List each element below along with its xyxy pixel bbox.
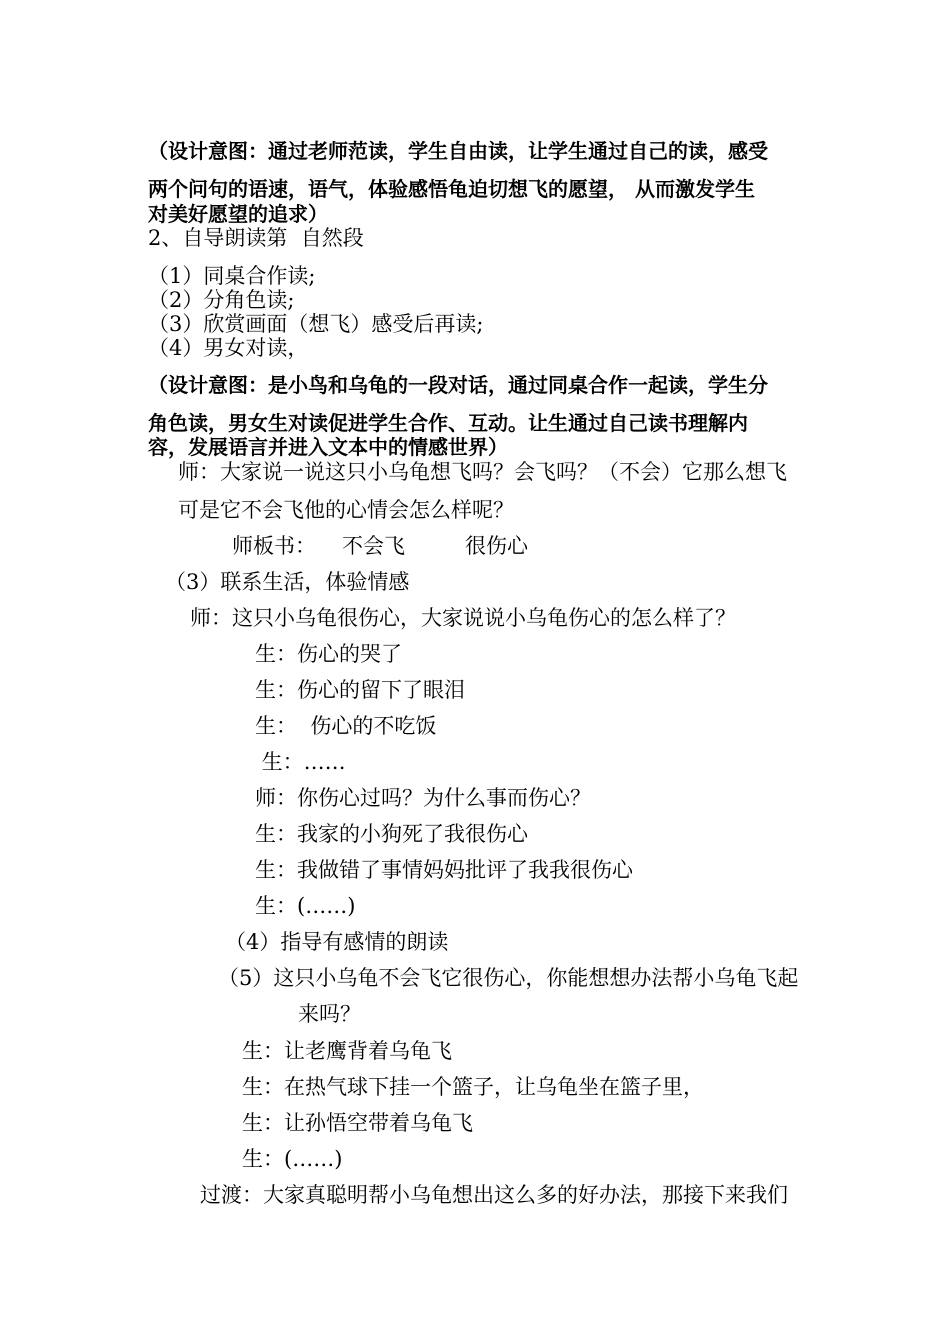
step-heading-continued: 来吗？ [298, 1002, 361, 1026]
step-item: （4）男女对读， [148, 336, 309, 360]
blackboard-item: 不会飞 [342, 534, 405, 558]
section-heading: 2、自导朗读第 自然段 [148, 226, 364, 250]
step-item: （2）分角色读; [148, 288, 295, 312]
step-heading: （4）指导有感情的朗读 [225, 930, 449, 954]
student-answer: 生：我家的小狗死了我很伤心 [255, 822, 528, 846]
design-intent-1-line-1: （设计意图：通过老师范读，学生自由读，让学生通过自己的读，感受 [148, 139, 768, 163]
teacher-question: 师：你伤心过吗？为什么事而伤心？ [255, 786, 591, 810]
teacher-question-continued: 可是它不会飞他的心情会怎么样呢？ [178, 498, 514, 522]
step-heading: （5）这只小乌龟不会飞它很伤心，你能想想办法帮小乌龟飞起 [218, 966, 799, 990]
student-answer: 生：让孙悟空带着乌龟飞 [242, 1111, 473, 1135]
student-answer: 生：(……) [242, 1147, 343, 1171]
blackboard-item: 很伤心 [465, 534, 528, 558]
blackboard-label: 师板书： [232, 534, 316, 558]
design-intent-2-line-3: 容，发展语言并进入文本中的情感世界） [148, 435, 508, 459]
student-answer: 生： 伤心的不吃饭 [255, 714, 437, 738]
step-heading: （3）联系生活，体验情感 [165, 570, 410, 594]
teacher-question: 师：这只小乌龟很伤心，大家说说小乌龟伤心的怎么样了？ [190, 606, 736, 630]
design-intent-1-line-2: 两个问句的语速，语气，体验感悟龟迫切想飞的愿望， 从而激发学生 [148, 177, 755, 201]
step-item: （3）欣赏画面（想飞）感受后再读; [148, 312, 484, 336]
design-intent-2-line-2: 角色读，男女生对读促进学生合作、互动。让生通过自己读书理解内 [148, 411, 748, 435]
teacher-question: 师：大家说一说这只小乌龟想飞吗？会飞吗？（不会）它那么想飞 [178, 460, 787, 484]
student-answer: 生：在热气球下挂一个篮子，让乌龟坐在篮子里， [242, 1075, 704, 1099]
student-answer: 生：…… [255, 750, 346, 774]
student-answer: 生：我做错了事情妈妈批评了我我很伤心 [255, 858, 633, 882]
design-intent-1-line-3: 对美好愿望的追求） [148, 202, 328, 226]
design-intent-2-line-1: （设计意图：是小鸟和乌龟的一段对话，通过同桌合作一起读，学生分 [148, 373, 768, 397]
student-answer: 生：伤心的留下了眼泪 [255, 678, 465, 702]
student-answer: 生：让老鹰背着乌龟飞 [242, 1039, 452, 1063]
transition-text: 过渡：大家真聪明帮小乌龟想出这么多的好办法，那接下来我们 [200, 1183, 788, 1207]
student-answer: 生：伤心的哭了 [255, 642, 402, 666]
student-answer: 生：(……) [255, 894, 356, 918]
step-item: （1）同桌合作读; [148, 264, 316, 288]
